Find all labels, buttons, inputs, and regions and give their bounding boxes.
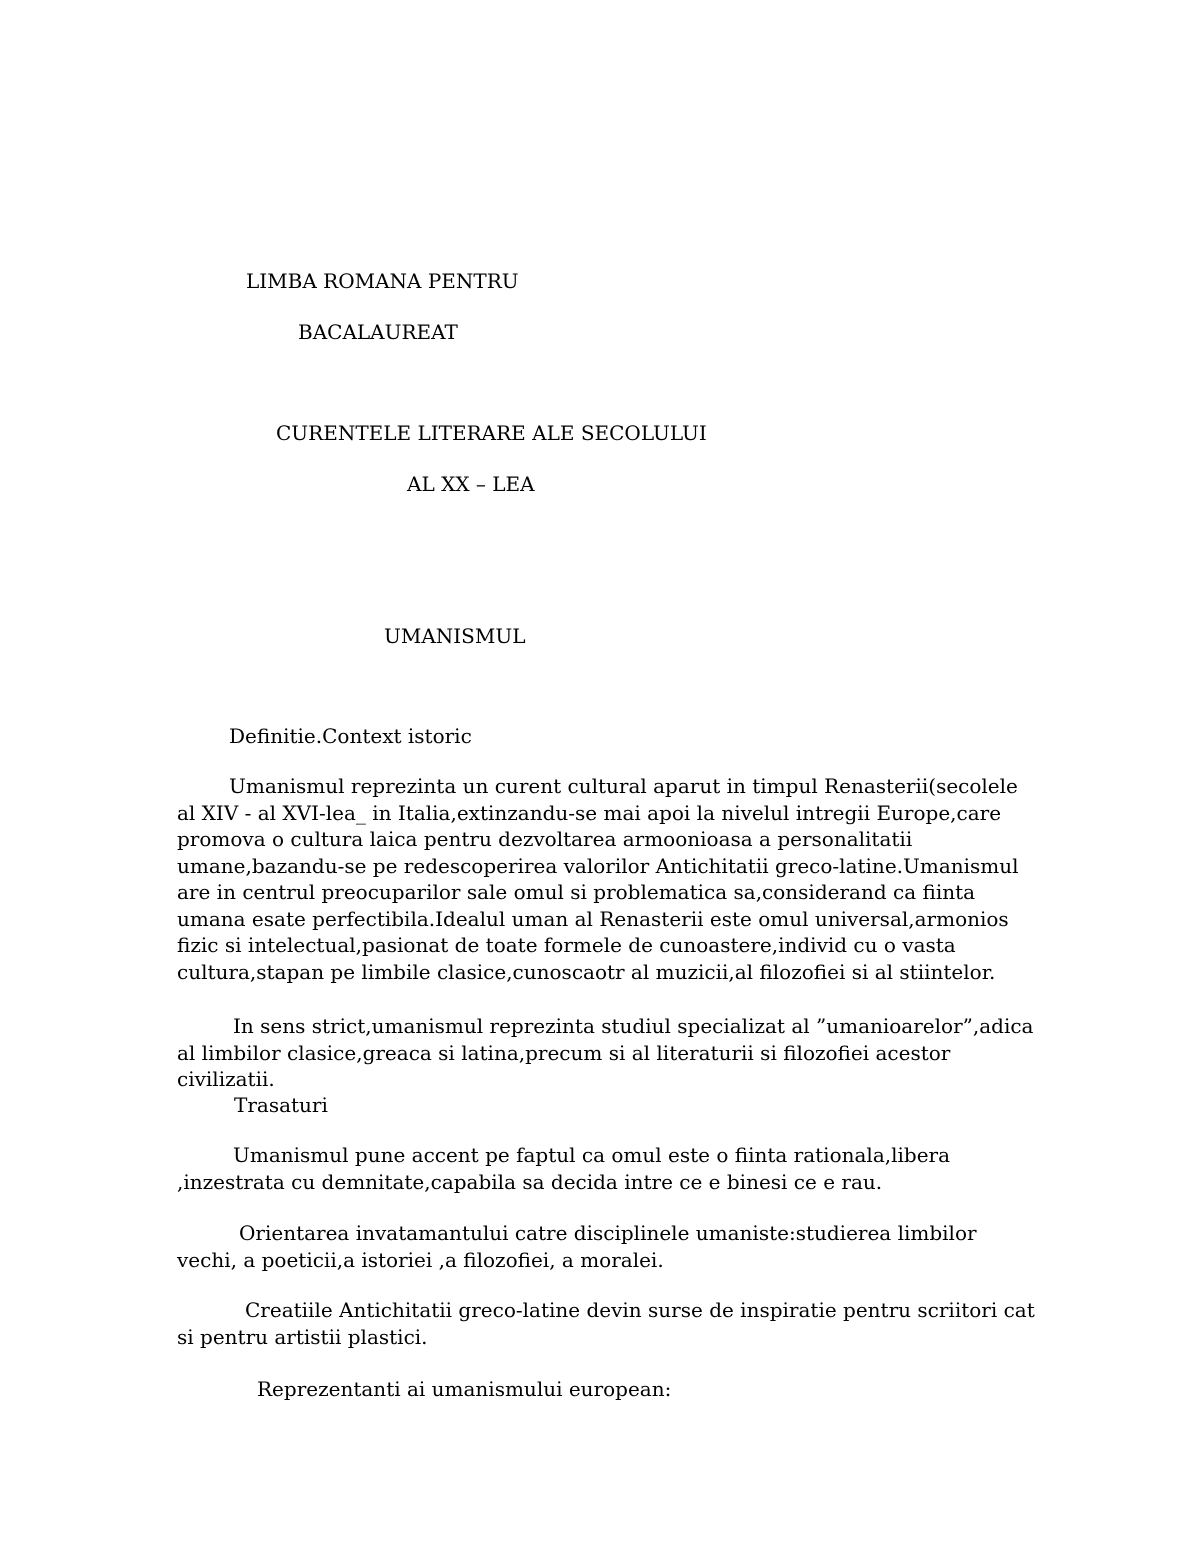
document-title-line2: BACALAUREAT [298,320,458,344]
section-heading: UMANISMUL [384,624,526,648]
document-title-line1: LIMBA ROMANA PENTRU [246,269,519,293]
paragraph-strict-sense: In sens strict,umanismul reprezinta studiul specializat al ”umanioarelor”,adica al limbilor clasice,greaca si latina,precum si al literaturii si filozofiei acestor civilizatii. [177,1014,1034,1091]
subheading-definition: Definitie.Context istoric [229,724,472,748]
document-subtitle-line1: CURENTELE LITERARE ALE SECOLULUI [276,421,707,445]
subheading-traits: Trasaturi [234,1093,328,1117]
subheading-representatives: Reprezentanti ai umanismului european: [257,1377,672,1401]
paragraph-trait-inspiration: Creatiile Antichitatii greco-latine devin surse de inspiratie pentru scriitori cat si pentru artistii plastici. [177,1298,1035,1349]
document-subtitle-line2: AL XX – LEA [407,472,535,496]
paragraph-trait-rational: Umanismul pune accent pe faptul ca omul este o fiinta rationala,libera ,inzestrata cu demnitate,capabila sa decida intre ce e binesi ce e rau. [177,1143,951,1194]
paragraph-trait-education: Orientarea invatamantului catre disciplinele umaniste:studierea limbilor vechi, a poeticii,a istoriei ,a filozofiei, a moralei. [177,1221,977,1272]
paragraph-definition: Umanismul reprezinta un curent cultural aparut in timpul Renasterii(secolele al XIV - al XVI-lea_ in Italia,extinzandu-se mai apoi la nivelul intregii Europe,care promova o cultura laica pentru dezvoltarea armoonioasa a personalitatii umane,bazandu-se pe redescoperirea valorilor Antichitatii greco-latine.Umanismul are in centrul preocuparilor sale omul si problematica sa,considerand ca fiinta umana esate perfectibila.Idealul uman al Renasterii este omul universal,armonios fizic si intelectual,pasionat de toate formele de cunoastere,individ cu o vasta cultura,stapan pe limbile clasice,cunoscaotr al muzicii,al filozofiei si al stiintelor. [177,774,1019,984]
